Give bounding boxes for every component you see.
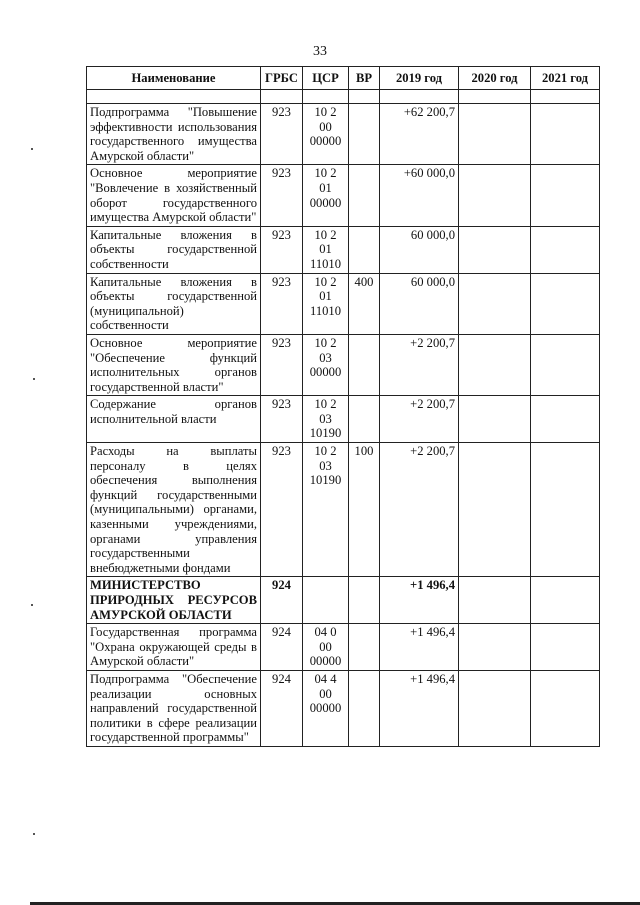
header-2019: 2019 год bbox=[380, 67, 459, 90]
cell-2019: +2 200,7 bbox=[380, 334, 459, 395]
scan-dot bbox=[31, 148, 33, 150]
table-row bbox=[87, 273, 600, 334]
cell-2021 bbox=[531, 670, 600, 746]
cell-csr: 10 2 01 11010 bbox=[303, 226, 349, 273]
cell-grbs: 923 bbox=[261, 273, 303, 334]
header-2020: 2020 год bbox=[459, 67, 531, 90]
cell-csr: 10 2 01 11010 bbox=[303, 273, 349, 334]
cell-name: Государственная программа "Охрана окружающей среды в Амурской области" bbox=[87, 624, 261, 671]
page-number: 33 bbox=[313, 44, 327, 59]
cell-name: Подпрограмма "Обеспечение реализации основных направлений государственной политики в сфере реализации государственной программы" bbox=[87, 670, 261, 746]
cell-2019: 60 000,0 bbox=[380, 273, 459, 334]
cell-2020 bbox=[459, 624, 531, 671]
cell-csr: 10 2 00 00000 bbox=[303, 104, 349, 165]
cell-vr: 100 bbox=[349, 443, 380, 577]
header-2021: 2021 год bbox=[531, 67, 600, 90]
cell-2021 bbox=[531, 577, 600, 624]
cell-name: Расходы на выплаты персоналу в целях обеспечения выполнения функций государственными (муниципальными) органами, казенными учреждениями, органами управления государственными внебюджетными фондами bbox=[87, 443, 261, 577]
cell-csr bbox=[303, 577, 349, 624]
cell-vr bbox=[349, 226, 380, 273]
cell-2020 bbox=[459, 670, 531, 746]
cell-csr: 04 4 00 00000 bbox=[303, 670, 349, 746]
cell-vr bbox=[349, 104, 380, 165]
cell-2021 bbox=[531, 273, 600, 334]
header-name: Наименование bbox=[87, 67, 261, 90]
header-csr: ЦСР bbox=[303, 67, 349, 90]
cell-2019: +1 496,4 bbox=[380, 670, 459, 746]
cell-2019: +2 200,7 bbox=[380, 443, 459, 577]
cell-csr: 10 2 03 00000 bbox=[303, 334, 349, 395]
cell-grbs: 924 bbox=[261, 670, 303, 746]
cell-grbs: 923 bbox=[261, 443, 303, 577]
table-row bbox=[87, 396, 600, 443]
cell-vr: 400 bbox=[349, 273, 380, 334]
cell-2021 bbox=[531, 624, 600, 671]
cell-2020 bbox=[459, 165, 531, 226]
cell-name: Содержание органов исполнительной власти bbox=[87, 396, 261, 443]
cell-2020 bbox=[459, 334, 531, 395]
cell-2020 bbox=[459, 226, 531, 273]
cell-grbs: 923 bbox=[261, 226, 303, 273]
cell-vr bbox=[349, 165, 380, 226]
cell-name: Основное мероприятие "Обеспечение функций исполнительных органов государственной власти" bbox=[87, 334, 261, 395]
cell-name: Капитальные вложения в объекты государственной (муниципальной) собственности bbox=[87, 273, 261, 334]
budget-table bbox=[86, 66, 600, 747]
cell-grbs: 923 bbox=[261, 396, 303, 443]
table-row bbox=[87, 624, 600, 671]
cell-grbs: 924 bbox=[261, 624, 303, 671]
cell-2021 bbox=[531, 165, 600, 226]
cell-2019: +62 200,7 bbox=[380, 104, 459, 165]
cell-name: Капитальные вложения в объекты государственной собственности bbox=[87, 226, 261, 273]
table-row bbox=[87, 226, 600, 273]
cell-grbs: 923 bbox=[261, 334, 303, 395]
spacer-row bbox=[87, 90, 600, 104]
table-row bbox=[87, 104, 600, 165]
cell-2020 bbox=[459, 577, 531, 624]
cell-2020 bbox=[459, 443, 531, 577]
cell-2019: +60 000,0 bbox=[380, 165, 459, 226]
table-row bbox=[87, 443, 600, 577]
cell-csr: 10 2 03 10190 bbox=[303, 396, 349, 443]
header-grbs: ГРБС bbox=[261, 67, 303, 90]
table-header-row bbox=[87, 67, 600, 90]
cell-csr: 10 2 01 00000 bbox=[303, 165, 349, 226]
cell-2021 bbox=[531, 396, 600, 443]
table-row bbox=[87, 670, 600, 746]
cell-vr bbox=[349, 670, 380, 746]
cell-2021 bbox=[531, 334, 600, 395]
table-row bbox=[87, 577, 600, 624]
cell-grbs: 923 bbox=[261, 104, 303, 165]
cell-grbs: 924 bbox=[261, 577, 303, 624]
cell-2020 bbox=[459, 396, 531, 443]
cell-2020 bbox=[459, 104, 531, 165]
cell-vr bbox=[349, 577, 380, 624]
table-row bbox=[87, 165, 600, 226]
table-body bbox=[87, 90, 600, 747]
cell-csr: 10 2 03 10190 bbox=[303, 443, 349, 577]
cell-name: Основное мероприятие "Вовлечение в хозяйственный оборот государственного имущества Амурской области" bbox=[87, 165, 261, 226]
scan-dot bbox=[33, 833, 35, 835]
cell-vr bbox=[349, 334, 380, 395]
header-vr: ВР bbox=[349, 67, 380, 90]
cell-2019: +1 496,4 bbox=[380, 624, 459, 671]
cell-name: МИНИСТЕРСТВО ПРИРОДНЫХ РЕСУРСОВ АМУРСКОЙ ОБЛАСТИ bbox=[87, 577, 261, 624]
table-row bbox=[87, 334, 600, 395]
cell-csr: 04 0 00 00000 bbox=[303, 624, 349, 671]
cell-2019: +1 496,4 bbox=[380, 577, 459, 624]
cell-2021 bbox=[531, 104, 600, 165]
scan-dot bbox=[33, 378, 35, 380]
cell-2021 bbox=[531, 226, 600, 273]
cell-name: Подпрограмма "Повышение эффективности использования государственного имущества Амурской области" bbox=[87, 104, 261, 165]
cell-vr bbox=[349, 396, 380, 443]
cell-2019: 60 000,0 bbox=[380, 226, 459, 273]
scan-dot bbox=[31, 604, 33, 606]
cell-2020 bbox=[459, 273, 531, 334]
cell-2021 bbox=[531, 443, 600, 577]
cell-2019: +2 200,7 bbox=[380, 396, 459, 443]
cell-vr bbox=[349, 624, 380, 671]
cell-grbs: 923 bbox=[261, 165, 303, 226]
